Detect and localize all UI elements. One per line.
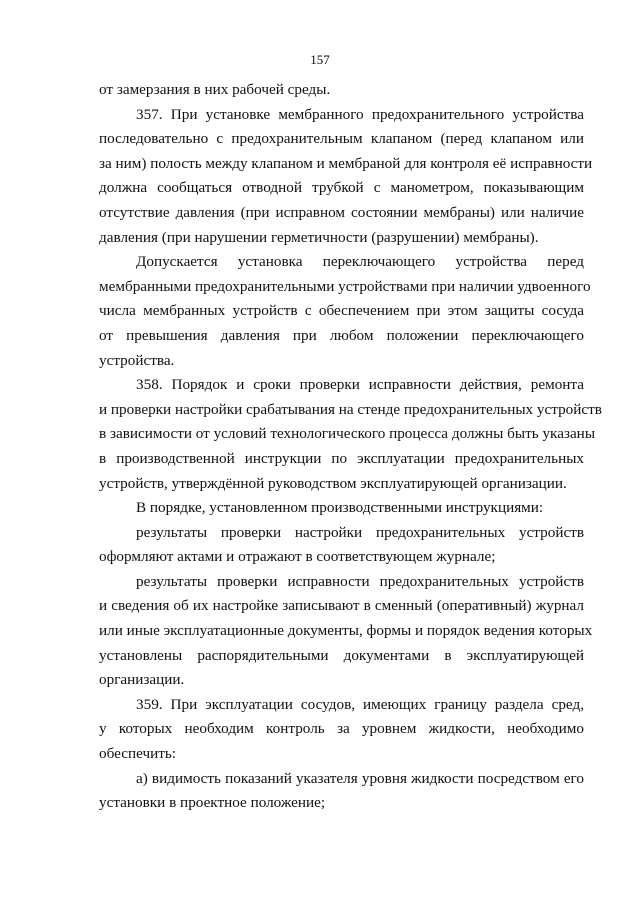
text-line: за ним) полость между клапаном и мембраной для контроля её исправности [99, 154, 593, 172]
text-line: а) видимость показаний указателя уровня жидкости посредством его [136, 769, 584, 787]
text-line: Допускается установка переключающего устройства перед [136, 253, 584, 271]
text-line: отсутствие давления (при исправном состоянии мембраны) или наличие [99, 203, 584, 221]
text-line: устройства. [99, 351, 175, 369]
page-number: 157 [310, 52, 330, 67]
text-line: 357. При установке мембранного предохранительного устройства [136, 105, 584, 123]
text-line: оформляют актами и отражают в соответствующем журнале; [99, 548, 496, 566]
text-line: обеспечить: [99, 745, 177, 763]
text-line: в производственной инструкции по эксплуатации предохранительных [99, 449, 584, 467]
text-line: 358. Порядок и сроки проверки исправности действия, ремонта [136, 376, 584, 394]
text-line: 359. При эксплуатации сосудов, имеющих границу раздела сред, [136, 695, 584, 713]
text-line: В порядке, установленном производственными инструкциями: [136, 499, 544, 517]
text-line: мембранными предохранительными устройствами при наличии удвоенного [99, 277, 591, 295]
text-line: числа мембранных устройств с обеспечением при этом защиты сосуда [99, 302, 584, 320]
text-line: от замерзания в них рабочей среды. [99, 81, 331, 98]
text-line: и проверки настройки срабатывания на стенде предохранительных устройств [99, 400, 602, 418]
text-line: и сведения об их настройке записывают в сменный (оперативный) журнал [99, 597, 584, 615]
text-line: организации. [99, 671, 185, 689]
text-line: давления (при нарушении герметичности (разрушении) мембраны). [99, 228, 539, 246]
text-line: от превышения давления при любом положении переключающего [99, 326, 584, 344]
text-line: устройств, утверждённой руководством эксплуатирующей организации. [99, 474, 567, 492]
text-line: в зависимости от условий технологического процесса должны быть указаны [99, 425, 596, 443]
text-line: результаты проверки настройки предохранительных устройств [136, 523, 584, 541]
text-line: установки в проектное положение; [99, 794, 326, 812]
text-line: результаты проверки исправности предохранительных устройств [136, 572, 584, 590]
text-line: или иные эксплуатационные документы, формы и порядок ведения которых [99, 622, 593, 640]
text-line: установлены распорядительными документами в эксплуатирующей [99, 646, 584, 664]
text-line: последовательно с предохранительным клапаном (перед клапаном или [99, 130, 584, 148]
text-line: должна сообщаться отводной трубкой с манометром, показывающим [99, 179, 584, 197]
document-body [99, 78, 602, 816]
text-line: у которых необходим контроль за уровнем жидкости, необходимо [99, 720, 584, 738]
